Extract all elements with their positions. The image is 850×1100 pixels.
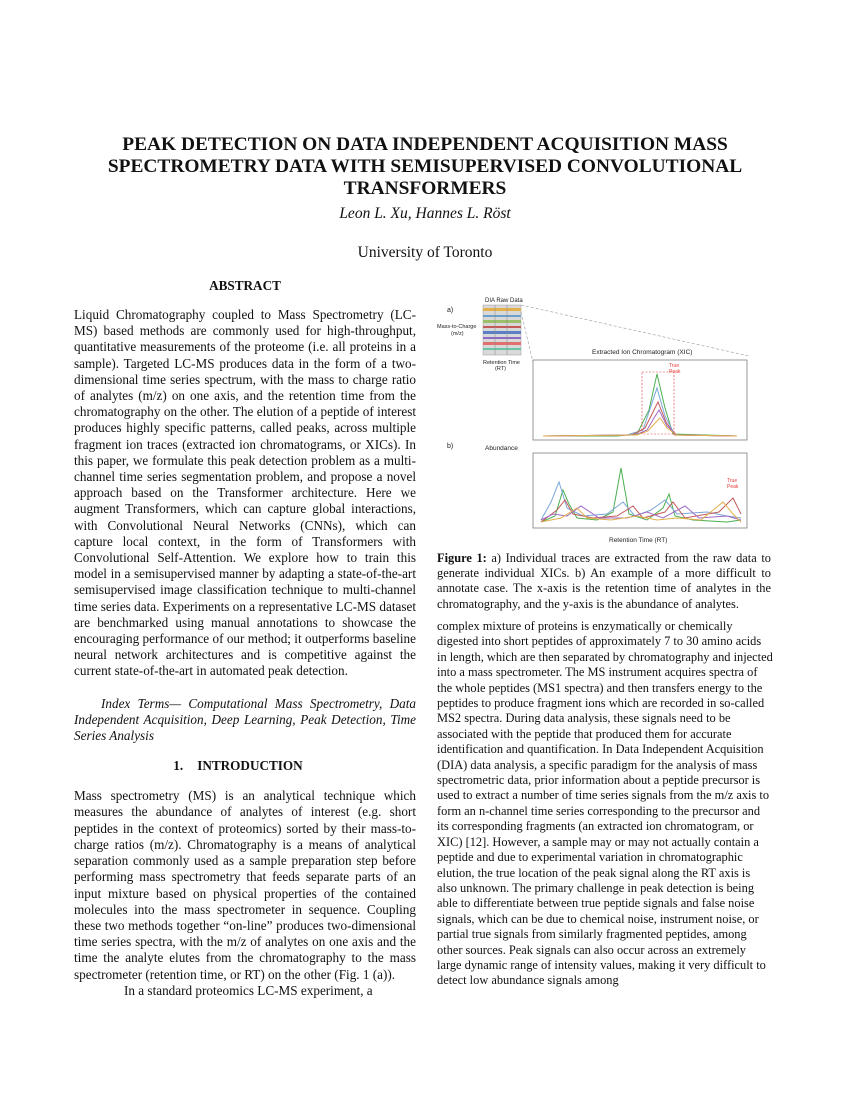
retention-time-label: Retention Time	[483, 360, 520, 366]
dia-raw-data-label: DIA Raw Data	[485, 298, 523, 304]
connector-line	[521, 312, 533, 362]
authors: Leon L. Xu, Hannes L. Röst	[339, 205, 511, 222]
xic-plot	[533, 360, 747, 440]
figure-caption	[437, 551, 771, 612]
mz-label: (m/z)	[451, 331, 464, 337]
paper-title	[60, 134, 790, 200]
title-line: SPECTROMETRY DATA WITH SEMISUPERVISED CONVOLUTIONAL	[107, 156, 743, 177]
section-title: INTRODUCTION	[197, 758, 303, 774]
caption-label: Figure 1:	[437, 551, 487, 565]
figure-1-graphic	[437, 290, 771, 550]
section-number: 1.	[173, 758, 184, 774]
xic-title: Extracted Ion Chromatogram (XIC)	[592, 349, 693, 356]
x-axis-title: Retention Time (RT)	[609, 537, 668, 544]
abstract-heading: ABSTRACT	[209, 278, 281, 293]
intro-paragraph-start: In a standard proteomics LC-MS experiment, a	[124, 982, 373, 998]
true-peak-label-b: True	[727, 478, 738, 484]
true-peak-label-b: Peak	[727, 484, 739, 490]
caption-text: a) Individual traces are extracted from the raw data to generate individual XICs. b) An example of a more difficult to annotate case. The x-axis is the retention time of analytes in the chromatography, and the y-axis is the abundance of analytes.	[437, 551, 771, 611]
rt-label: (RT)	[495, 366, 506, 372]
affiliation: University of Toronto	[357, 244, 493, 261]
index-terms: Index Terms— Computational Mass Spectrometry, Data Independent Acquisition, Deep Learning, Peak Detection, Time Series Analysis	[74, 695, 416, 744]
right-column-paragraph: complex mixture of proteins is enzymatically or chemically digested into short peptides of approximately 7 to 30 amino acids in length, which are then separated by chromatography and injected into a mass spectrometer. The MS instrument acquires spectra of the whole peptides (MS1 spectra) and then transfers energy to the peptides to produce fragment ions which are recorded in so-called MS2 spectra. During data analysis, these signals need to be associated with the peptide that produced them for accurate identification and quantification. In Data Independent Acquisition (DIA) data analysis, a specific paradigm for the analysis of mass spectrometric data, prior information about a peptide precursor is used to extract a number of time series signals from the m/z axis to form an n-channel time series corresponding to the precursor and its corresponding fragments (an extracted ion chromatogram, or XIC) [12]. However, a sample may or may not actually contain a peptide and due to experimental variation in chromatographic elution, the true location of the peak signal along the RT axis is also unknown. The primary challenge in peak detection is being able to differentiate between true peptide signals and false noise signals, which can be due to chemical noise, instrument noise, or partial true signals from similarly fragmented peptides, among other sources. Peak signals can also occur across an extremely large dynamic range of intensity values, making it very difficult to detect low abundance signals among	[437, 619, 773, 988]
title-line: PEAK DETECTION ON DATA INDEPENDENT ACQUISITION MASS	[122, 134, 728, 155]
dia-raw-data-image	[483, 305, 521, 355]
introduction-heading	[74, 758, 416, 774]
true-peak-label: Peak	[669, 369, 681, 375]
panel-a-label: a)	[447, 307, 454, 314]
panel-b-plot	[533, 453, 747, 528]
left-column	[74, 278, 416, 999]
abstract-text: Liquid Chromatography coupled to Mass Spectrometry (LC-MS) based methods are commonly used for high-throughput, quantitative measurements of the proteome (i.e. all proteins in a sample). Targeted LC-MS produces data in the form of a two-dimensional time series spectrum, with the mass to charge ratio of analytes (m/z) on one axis, and the retention time from the chromatography on the other. The elution of a peptide of interest produces highly specific patterns, called peaks, across multiple fragment ion traces (extracted ion chromatograms, or XICs). In this paper, we formulate this peak detection problem as a multi-channel time series segmentation problem, and propose a novel approach based on the Transformer architecture. Here we augment Transformers, which can capture global interactions, with Convolutional Neural Networks (CNNs), which can capture local context, in the form of Transformers with Convolutional Self-Attention. We explore how to train this model in a semisupervised manner by adapting a state-of-the-art semisupervised image classification technique to multi-channel time series data. Experiments on a representative LC-MS dataset are benchmarked using manual annotations to showcase the encouraging performance of our method; it outperforms baseline neural network architectures and is competitive against the current state-of-the-art in automated peak detection.	[74, 307, 416, 679]
intro-paragraph: Mass spectrometry (MS) is an analytical technique which measures the abundance of analytes of interest (e.g. short peptides in the context of proteomics) sorted by their mass-to-charge ratios (m/z). Chromatography is a means of analytical separation commonly used as a sample preparation step before performing mass spectrometry that feeds separate parts of an input mixture based on physical properties of the contained molecules into the mass spectrometer in sequence. Coupling these two methods together “on-line” produces two-dimensional time series spectra, with the m/z of analytes on one axis and the time the analyte elutes from the chromatography to the mass spectrometer (retention time, or RT) on the other (Fig. 1 (a)).	[74, 788, 416, 982]
true-peak-label: True	[669, 363, 680, 369]
abundance-label: Abundance	[485, 445, 518, 452]
panel-b-label: b)	[447, 443, 454, 450]
title-line: TRANSFORMERS	[343, 178, 507, 199]
figure-1	[437, 290, 771, 550]
right-column	[437, 619, 773, 989]
mass-to-charge-label: Mass-to-Charge	[437, 324, 477, 330]
